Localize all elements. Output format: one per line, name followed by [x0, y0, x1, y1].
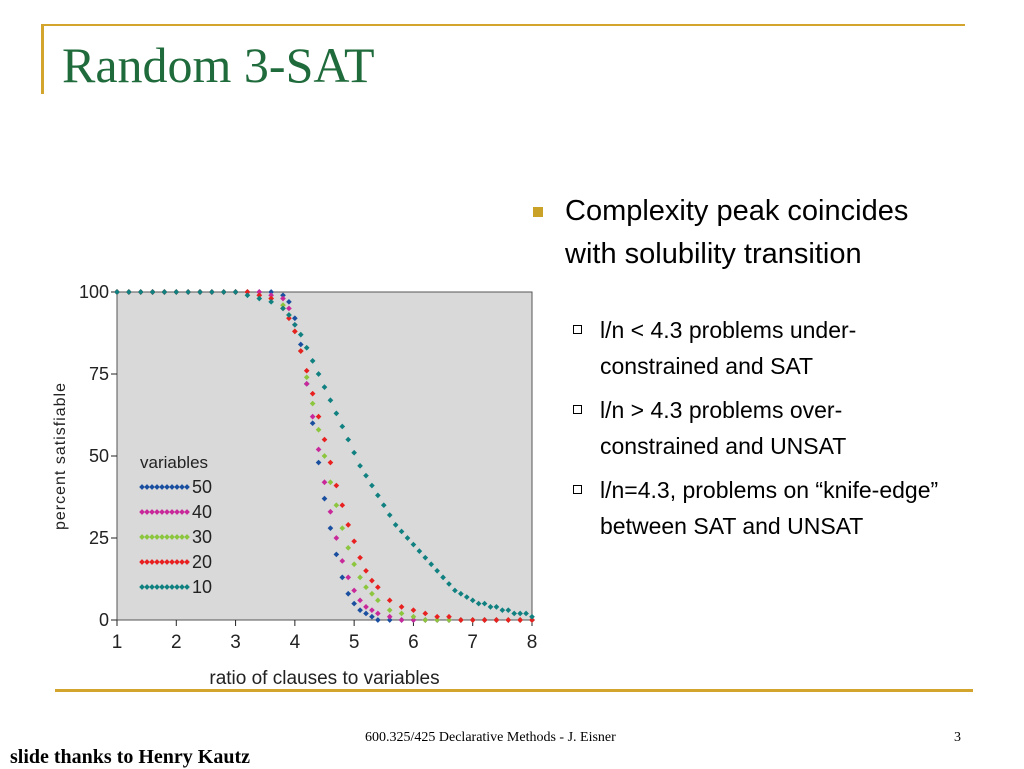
y-tick-label: 75 — [88, 364, 109, 384]
satisfiability-chart — [45, 280, 545, 690]
x-tick-label: 2 — [170, 632, 182, 653]
title-accent-bar — [41, 24, 44, 94]
sub-bullet — [573, 472, 973, 544]
main-bullet — [533, 190, 973, 276]
x-tick-label: 3 — [230, 632, 241, 653]
x-tick-label: 4 — [289, 632, 301, 653]
x-tick-label: 1 — [111, 632, 123, 653]
top-accent-line — [41, 24, 965, 26]
legend-label: 40 — [192, 502, 213, 522]
sub-bullet — [573, 392, 973, 464]
sub-bullet-text: l/n=4.3, problems on “knife-edge” between SAT and UNSAT — [600, 477, 939, 539]
hollow-square-bullet-icon — [573, 485, 582, 494]
square-bullet-icon — [533, 207, 543, 217]
sub-bullet-text: l/n < 4.3 problems under-constrained and SAT — [600, 317, 857, 379]
x-tick-label: 7 — [467, 632, 479, 653]
sub-bullet — [573, 312, 973, 384]
legend-label: 30 — [192, 527, 213, 547]
legend-title: variables — [140, 453, 209, 472]
legend-label: 20 — [192, 552, 213, 572]
main-bullet-text: Complexity peak coincides with solubility transition — [565, 195, 909, 270]
x-axis-label: ratio of clauses to variables — [209, 668, 440, 689]
hollow-square-bullet-icon — [573, 325, 582, 334]
x-tick-label: 5 — [348, 632, 360, 653]
bottom-accent-line — [55, 689, 973, 692]
legend-label: 50 — [192, 477, 213, 497]
credit-text: slide thanks to Henry Kautz — [10, 746, 251, 768]
y-tick-label: 50 — [88, 446, 109, 466]
sub-bullet-text: l/n > 4.3 problems over-constrained and UNSAT — [600, 397, 847, 459]
legend-label: 10 — [192, 577, 213, 597]
y-tick-label: 0 — [98, 610, 109, 630]
footer-text: 600.325/425 Declarative Methods - J. Eisner — [365, 730, 616, 745]
y-tick-label: 25 — [88, 528, 109, 548]
x-tick-label: 6 — [408, 632, 419, 653]
slide-title: Random 3-SAT — [62, 37, 375, 93]
bullet-list — [533, 190, 973, 552]
page-number: 3 — [954, 730, 961, 745]
hollow-square-bullet-icon — [573, 405, 582, 414]
y-tick-label: 100 — [78, 282, 109, 302]
sub-bullet-list — [573, 312, 973, 544]
y-axis-label: percent satisfiable — [52, 382, 69, 530]
x-tick-label: 8 — [526, 632, 538, 653]
